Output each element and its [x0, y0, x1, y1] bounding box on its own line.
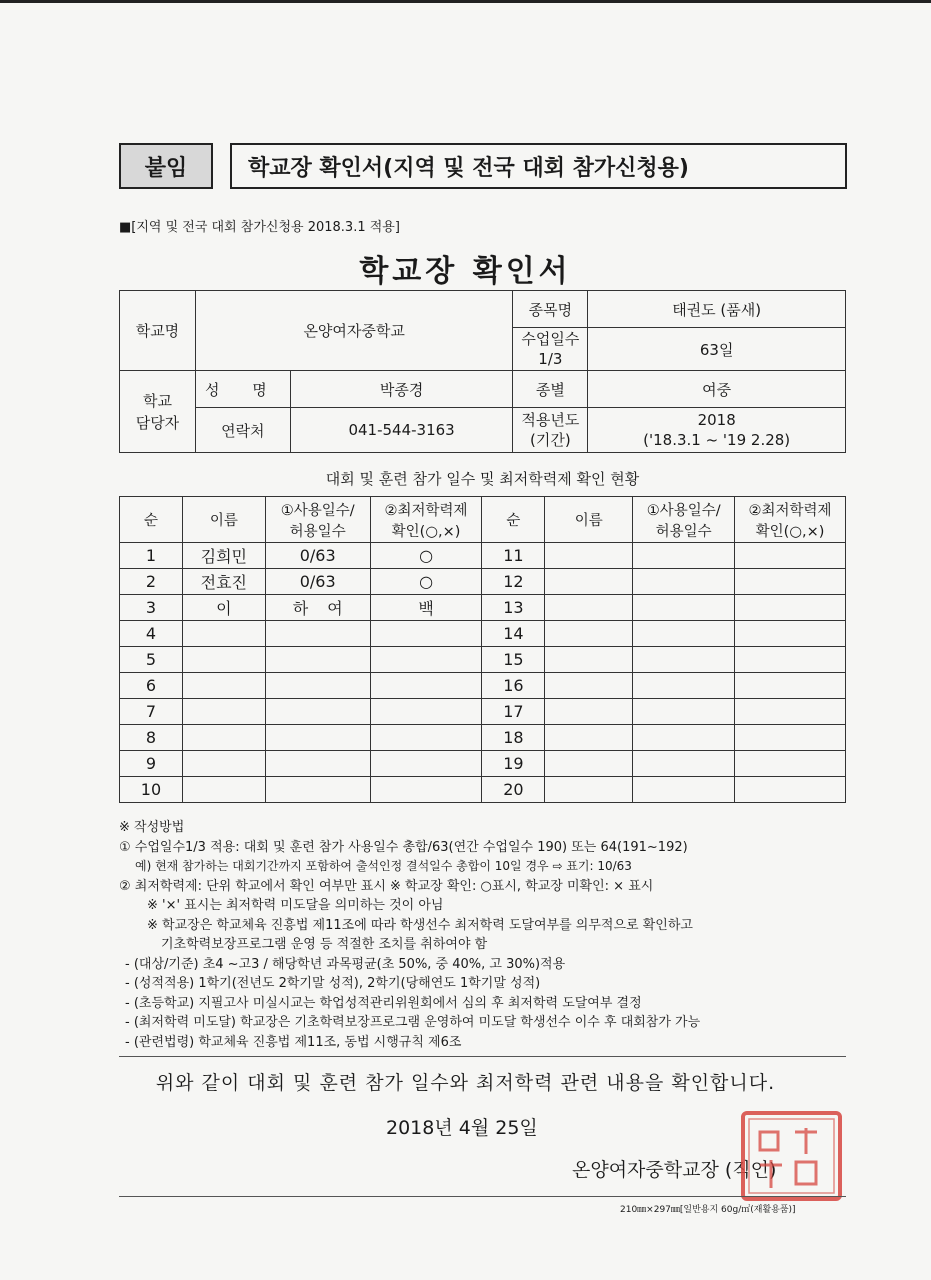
- table-row: [120, 725, 846, 751]
- paper-spec-footer: 210㎜×297㎜[일반용지 60g/㎡(재활용품)]: [620, 1205, 796, 1215]
- row-days-right: [633, 595, 735, 621]
- row-days-right: [633, 647, 735, 673]
- confirmation-statement: 위와 같이 대회 및 훈련 참가 일수와 최저학력 관련 내용을 확인합니다.: [155, 1072, 776, 1094]
- row-days: 하 여: [265, 595, 370, 621]
- row-days: [265, 725, 370, 751]
- row-no: 4: [120, 621, 183, 647]
- year-value-line2: ('18.3.1 ~ '19 2.28): [643, 431, 791, 449]
- row-no-right: 14: [482, 621, 545, 647]
- col-min-right: [735, 497, 846, 543]
- writing-instructions: [119, 818, 854, 1052]
- school-label: 학교명: [120, 291, 196, 371]
- row-no: 3: [120, 595, 183, 621]
- row-no-right: 11: [482, 543, 545, 569]
- days-value: 63일: [588, 328, 846, 371]
- row-no: 6: [120, 673, 183, 699]
- row-min: 백: [370, 595, 482, 621]
- col-days-right-line1: ①사용일수/: [646, 502, 721, 519]
- name-label: 성 명: [195, 371, 290, 408]
- row-name-right: [545, 621, 633, 647]
- table-row: [120, 673, 846, 699]
- footer-divider: [119, 1196, 846, 1197]
- year-label-line2: (기간): [530, 431, 571, 449]
- row-days: [265, 777, 370, 803]
- row-min-right: [735, 647, 846, 673]
- row-no: 7: [120, 699, 183, 725]
- instruction-line: - (성적적용) 1학기(전년도 2학기말 성적), 2학기(당해연도 1학기말 성적): [125, 976, 541, 991]
- row-name-right: [545, 595, 633, 621]
- instruction-line: - (최저학력 미도달) 학교장은 기초학력보장프로그램 운영하여 미도달 학생선수 이수 후 대회참가 가능: [125, 1015, 701, 1030]
- days-label-line2: 1/3: [538, 350, 563, 368]
- row-no-right: 19: [482, 751, 545, 777]
- col-days: [265, 497, 370, 543]
- row-min-right: [735, 595, 846, 621]
- row-name-right: [545, 543, 633, 569]
- row-no: 2: [120, 569, 183, 595]
- row-no-right: 17: [482, 699, 545, 725]
- records-header-row: [120, 497, 846, 543]
- records-section-title: 대회 및 훈련 참가 일수 및 최저학력제 확인 현황: [325, 470, 640, 488]
- form-box-title: 학교장 확인서(지역 및 전국 대회 참가신청용): [230, 143, 847, 189]
- row-name: [182, 725, 265, 751]
- row-min: [370, 699, 482, 725]
- type-label: 종별: [513, 371, 588, 408]
- row-min-right: [735, 673, 846, 699]
- instruction-line: ① 수업일수1/3 적용: 대회 및 훈련 참가 사용일수 총합/63(연간 수업일수 190) 또는 64(191~192): [119, 839, 688, 855]
- row-days-right: [633, 673, 735, 699]
- row-no-right: 16: [482, 673, 545, 699]
- official-seal-icon: [740, 1110, 843, 1202]
- row-min-right: [735, 725, 846, 751]
- row-min: [370, 673, 482, 699]
- instruction-line: - (관련법령) 학교체육 진흥법 제11조, 동법 시행규칙 제6조: [125, 1034, 462, 1050]
- year-label-line1: 적용년도: [521, 411, 580, 429]
- event-value: 태권도 (품새): [588, 291, 846, 328]
- type-value: 여중: [588, 371, 846, 408]
- manager-label-line1: 학교: [142, 391, 172, 410]
- manager-label-line2: 담당자: [135, 413, 180, 432]
- table-row: [120, 751, 846, 777]
- days-label: [513, 328, 588, 371]
- row-days: 0/63: [265, 569, 370, 595]
- table-row: [120, 777, 846, 803]
- row-days-right: [633, 699, 735, 725]
- row-name-right: [545, 673, 633, 699]
- days-label-line1: 수업일수: [521, 330, 580, 348]
- instruction-line: ② 최저학력제: 단위 학교에서 확인 여부만 표시 ※ 학교장 확인: ○표시, 학교장 미확인: × 표시: [119, 878, 654, 894]
- col-min-right-line2: 확인(○,×): [755, 523, 825, 540]
- row-min-right: [735, 569, 846, 595]
- year-value-line1: 2018: [697, 411, 736, 429]
- row-name: 이: [182, 595, 265, 621]
- table-row: [120, 621, 846, 647]
- table-row: [120, 543, 846, 569]
- instruction-line: ※ 학교장은 학교체육 진흥법 제11조에 따라 학생선수 최저학력 도달여부를 의무적으로 확인하고: [147, 917, 693, 933]
- row-days: [265, 647, 370, 673]
- col-min-line1: ②최저학력제: [384, 502, 468, 519]
- row-name: [182, 621, 265, 647]
- instruction-line: ※ '×' 표시는 최저학력 미도달을 의미하는 것이 아님: [147, 898, 444, 913]
- row-min-right: [735, 699, 846, 725]
- row-no-right: 15: [482, 647, 545, 673]
- row-min-right: [735, 751, 846, 777]
- table-row: [120, 647, 846, 673]
- table-row: [120, 595, 846, 621]
- row-name: [182, 699, 265, 725]
- year-value: [588, 408, 846, 453]
- instruction-line: - (대상/기준) 초4 ~고3 / 해당학년 과목평균(초 50%, 중 40%, 고 30%)적용: [125, 956, 566, 972]
- instructions-heading: ※ 작성방법: [119, 820, 185, 835]
- document-title: 학교장 확인서: [359, 254, 572, 289]
- row-min: [370, 621, 482, 647]
- row-days-right: [633, 543, 735, 569]
- col-no: 순: [120, 497, 183, 543]
- table-row: [120, 569, 846, 595]
- row-min: ○: [370, 569, 482, 595]
- row-no: 10: [120, 777, 183, 803]
- col-min-right-line1: ②최저학력제: [748, 502, 832, 519]
- row-days-right: [633, 621, 735, 647]
- row-min: ○: [370, 543, 482, 569]
- school-value: 온양여자중학교: [195, 291, 513, 371]
- row-days-right: [633, 777, 735, 803]
- col-no-right: 순: [482, 497, 545, 543]
- row-days: [265, 699, 370, 725]
- col-name: 이름: [182, 497, 265, 543]
- table-row: [120, 699, 846, 725]
- principal-signature: 온양여자중학교장 (직인): [572, 1159, 777, 1181]
- row-name: [182, 777, 265, 803]
- row-min-right: [735, 621, 846, 647]
- row-min: [370, 725, 482, 751]
- row-days: [265, 621, 370, 647]
- row-min: [370, 777, 482, 803]
- row-name: [182, 751, 265, 777]
- row-name-right: [545, 569, 633, 595]
- row-name: 전효진: [182, 569, 265, 595]
- row-no-right: 18: [482, 725, 545, 751]
- row-min: [370, 751, 482, 777]
- instruction-line: 기초학력보장프로그램 운영 등 적절한 조치를 취하여야 함: [161, 937, 488, 952]
- row-name-right: [545, 647, 633, 673]
- info-table: [119, 290, 846, 453]
- form-subnote: ■[지역 및 전국 대회 참가신청용 2018.3.1 적용]: [119, 220, 400, 235]
- row-min-right: [735, 543, 846, 569]
- divider: [119, 1056, 846, 1057]
- confirmation-date: 2018년 4월 25일: [386, 1117, 538, 1139]
- row-no: 9: [120, 751, 183, 777]
- row-no: 1: [120, 543, 183, 569]
- attachment-label: 붙임: [119, 143, 213, 189]
- contact-label: 연락처: [195, 408, 290, 453]
- row-days: [265, 751, 370, 777]
- row-no: 8: [120, 725, 183, 751]
- row-days: [265, 673, 370, 699]
- row-no-right: 13: [482, 595, 545, 621]
- contact-value: 041-544-3163: [290, 408, 513, 453]
- name-value: 박종경: [290, 371, 513, 408]
- year-label: [513, 408, 588, 453]
- row-no: 5: [120, 647, 183, 673]
- row-name-right: [545, 777, 633, 803]
- row-days: 0/63: [265, 543, 370, 569]
- row-days-right: [633, 725, 735, 751]
- event-label: 종목명: [513, 291, 588, 328]
- top-border: [0, 0, 931, 3]
- col-days-right: [633, 497, 735, 543]
- row-no-right: 12: [482, 569, 545, 595]
- instruction-line: - (초등학교) 지필고사 미실시교는 학업성적관리위원회에서 심의 후 최저학력 도달여부 결정: [125, 995, 642, 1011]
- col-min: [370, 497, 482, 543]
- instruction-line: 예) 현재 참가하는 대회기간까지 포함하여 출석인정 결석일수 총합이 10일 경우 ⇨ 표기: 10/63: [135, 859, 632, 873]
- records-table: [119, 496, 846, 803]
- row-min: [370, 647, 482, 673]
- col-name-right: 이름: [545, 497, 633, 543]
- row-name-right: [545, 725, 633, 751]
- manager-label: [120, 371, 196, 453]
- col-days-line1: ①사용일수/: [280, 502, 355, 519]
- row-name: 김희민: [182, 543, 265, 569]
- col-days-right-line2: 허용일수: [655, 523, 712, 540]
- col-days-line2: 허용일수: [289, 523, 346, 540]
- row-name: [182, 673, 265, 699]
- row-no-right: 20: [482, 777, 545, 803]
- row-name-right: [545, 699, 633, 725]
- row-days-right: [633, 569, 735, 595]
- row-name-right: [545, 751, 633, 777]
- col-min-line2: 확인(○,×): [391, 523, 461, 540]
- row-min-right: [735, 777, 846, 803]
- row-days-right: [633, 751, 735, 777]
- row-name: [182, 647, 265, 673]
